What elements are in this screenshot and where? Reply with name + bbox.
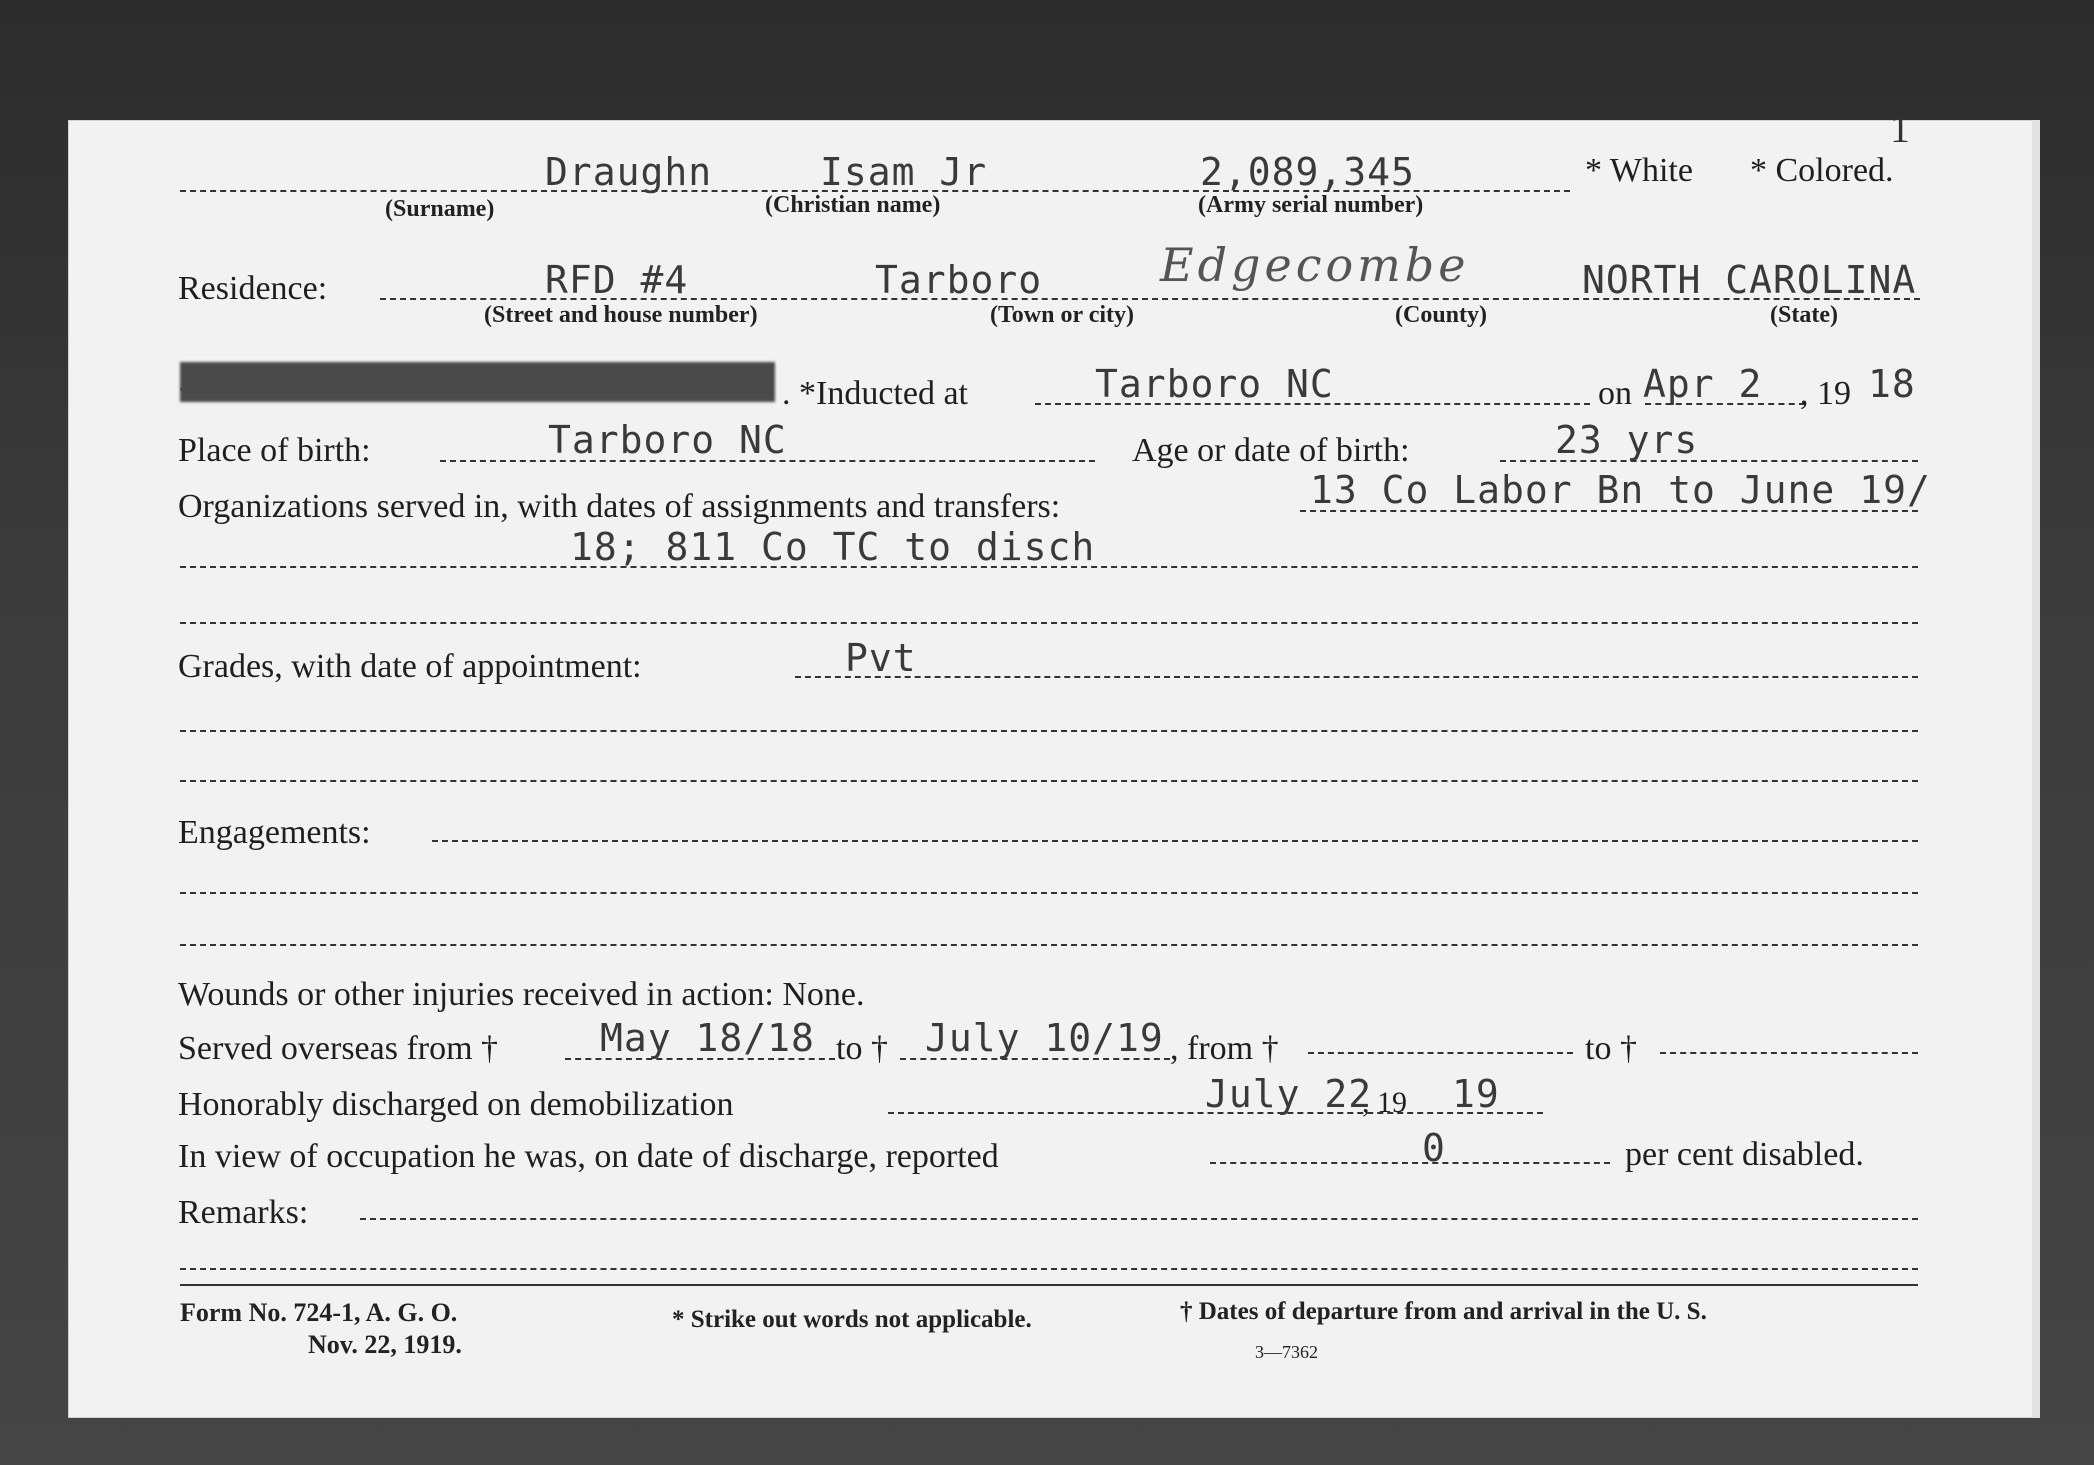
discharge-date-value: July 22 [1205,1072,1373,1116]
race-white-label [1585,152,1693,190]
discharge-year-prefix: , 19 [1362,1086,1407,1119]
to2-line [1660,1052,1918,1054]
residence-label: Residence: [178,270,328,307]
corner-mark: 1 [1890,106,1910,151]
grades-line3 [180,780,1918,782]
inducted-date-value: Apr 2 [1643,362,1763,406]
disabled-line [1210,1162,1610,1164]
age-value: 23 yrs [1555,418,1699,462]
overseas-from-label: Served overseas from † [178,1030,499,1067]
town-caption: (Town or city) [990,302,1134,328]
strike-note: * Strike out words not applicable. [672,1306,1032,1333]
race-white-text: * White [1585,152,1693,189]
inducted-year-value: 18 [1868,362,1916,406]
christian-name-value: Isam Jr [820,150,988,194]
discharge-label: Honorably discharged on demobilization [178,1086,734,1123]
serial-number-value: 2,089,345 [1200,150,1415,194]
form-date: Nov. 22, 1919. [308,1330,462,1359]
grade-value: Pvt [845,636,917,680]
surname-value: Draughn [545,150,713,194]
disabled-value: 0 [1422,1126,1446,1170]
county-caption: (County) [1395,302,1488,328]
card-edge [2032,120,2040,1418]
year-prefix: , 19 [1800,375,1851,412]
birth-place-value: Tarboro NC [548,418,787,462]
dates-note: † Dates of departure from and arrival in the U. S. [1180,1298,1707,1325]
disabled-suffix: per cent disabled. [1625,1136,1864,1173]
redaction-bar [180,362,775,402]
grades-line2 [180,730,1918,732]
street-caption: (Street and house number) [484,302,758,328]
organizations-line2-value: 18; 811 Co TC to disch [570,525,1096,569]
inducted-date-line [1645,403,1805,405]
inducted-place-value: Tarboro NC [1095,362,1334,406]
state-caption: (State) [1770,302,1838,328]
from2-line [1308,1052,1573,1054]
from2-label: , from † [1170,1030,1279,1067]
organizations-line1-value: 13 Co Labor Bn to June 19/ [1310,468,1931,512]
overseas-to-label: to † [836,1030,888,1067]
race-colored-label: * Colored. [1750,152,1894,189]
grades-label: Grades, with date of appointment: [178,648,642,685]
engagements-line1 [432,840,1918,842]
form-number: Form No. 724-1, A. G. O. [180,1298,458,1327]
overseas-to-value: July 10/19 [925,1016,1164,1060]
wounds-label: Wounds or other injuries received in action: None. [178,976,865,1013]
organizations-line2 [180,566,1918,568]
town-value: Tarboro [875,258,1043,302]
engagements-line2 [180,892,1918,894]
county-value: Edgecombe [1160,238,1470,292]
street-value: RFD #4 [545,258,689,302]
remarks-line1 [360,1218,1918,1220]
inducted-label: . *Inducted at [782,375,968,412]
grades-line1 [795,676,1918,678]
disabled-label: In view of occupation he was, on date of discharge, reported [178,1138,999,1175]
surname-caption: (Surname) [385,196,495,222]
organizations-label: Organizations served in, with dates of assignments and transfers: [178,488,1061,525]
age-label: Age or date of birth: [1132,432,1410,469]
to2-label: to † [1585,1030,1637,1067]
state-value: NORTH CAROLINA [1582,258,1917,302]
discharge-year-value: 19 [1452,1072,1500,1116]
overseas-from-value: May 18/18 [600,1016,815,1060]
organizations-line3 [180,622,1918,624]
footer-rule [180,1284,1918,1286]
remarks-label: Remarks: [178,1194,309,1231]
christian-name-caption: (Christian name) [765,192,941,218]
print-code: 3—7362 [1255,1342,1318,1362]
on-label: on [1598,375,1632,412]
organizations-line1 [1300,510,1918,512]
engagements-label: Engagements: [178,814,371,851]
engagements-line3 [180,944,1918,946]
remarks-line2 [180,1268,1918,1270]
birth-place-label: Place of birth: [178,432,371,469]
serial-number-caption: (Army serial number) [1198,192,1424,218]
